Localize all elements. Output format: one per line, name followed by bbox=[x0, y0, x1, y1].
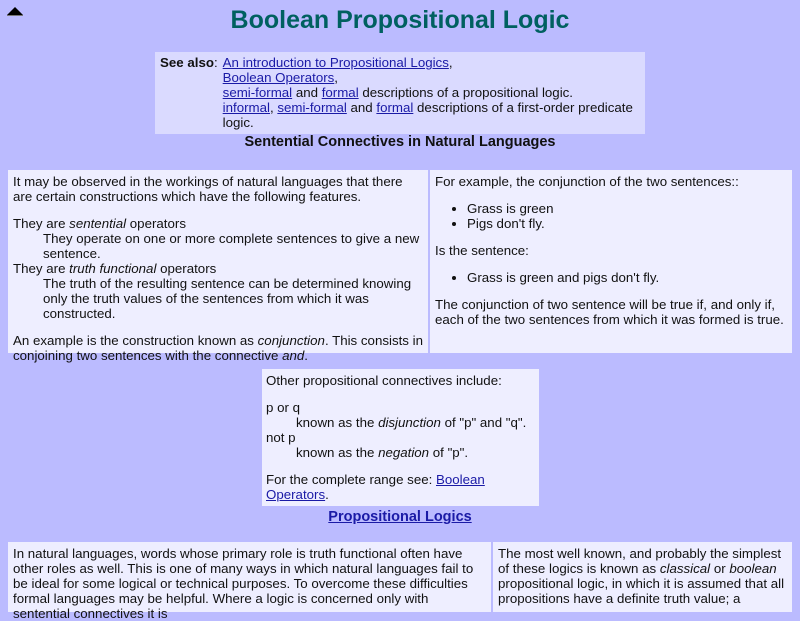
link-formal-predicate[interactable]: formal bbox=[376, 100, 414, 115]
page-title: Boolean Propositional Logic bbox=[230, 6, 570, 34]
sentential-right-cell: For example, the conjunction of the two sentences:: • Grass is green • Pigs don't fly. Is the sentence: • Grass is green and pigs don't fly. The conjunction of two sentence will be true if, and only if, each of the two sentences from which it was formed is true. bbox=[430, 170, 792, 353]
example-sentences-list: • Grass is green • Pigs don't fly. bbox=[435, 201, 787, 231]
link-boolean-operators-range[interactable]: Boolean Operators bbox=[266, 472, 485, 502]
link-informal-predicate[interactable]: informal bbox=[222, 100, 270, 115]
link-propositional-logics[interactable]: Propositional Logics bbox=[328, 509, 472, 525]
section-heading-propositional-logics bbox=[0, 509, 800, 525]
link-boolean-operators[interactable]: Boolean Operators bbox=[222, 70, 335, 85]
see-also-box: See also: An introduction to Propositional Logics, Boolean Operators, semi-formal and formal descriptions of a propositional logic. informal, semi-formal and formal descriptions of a first-order predicate logic. bbox=[155, 52, 645, 134]
sentential-left-cell: It may be observed in the workings of natural languages that there are certain constructions which have the following features. They are sentential operators They operate on one or more complete sentences to give a new sentence. They are truth functional operators The truth of the resulting sentence can be determined knowing only the truth values of the sentences from which it was constructed. An example is the construction known as conjunction. This consists in conjoining two sentences with the connective and. bbox=[8, 170, 428, 353]
other-connectives-box: Other propositional connectives include: p or q known as the disjunction of "p" and "q". not p known as the negation of "p". For the complete range see: Boolean Operators. bbox=[262, 369, 539, 506]
see-also-label: See also: bbox=[160, 55, 218, 70]
propositional-right-cell: The most well known, and probably the simplest of these logics is known as classical or boolean propositional logic, in which it is assumed that all propositions have a definite truth value; a bbox=[493, 542, 792, 612]
link-formal-propositional[interactable]: formal bbox=[321, 85, 359, 100]
propositional-left-cell: In natural languages, words whose primary role is truth functional often have other roles as well. This is one of many ways in which natural languages fail to be ideal for some logical or technical purposes. To overcome these difficulties formal languages may be helpful. Where a logic is concerned only with sentential connectives it is bbox=[8, 542, 491, 612]
section-heading-sentential: Sentential Connectives in Natural Languages bbox=[244, 134, 556, 150]
link-intro-propositional-logics[interactable]: An introduction to Propositional Logics bbox=[222, 55, 449, 70]
link-semi-formal-propositional[interactable]: semi-formal bbox=[222, 85, 293, 100]
link-semi-formal-predicate[interactable]: semi-formal bbox=[277, 100, 347, 115]
